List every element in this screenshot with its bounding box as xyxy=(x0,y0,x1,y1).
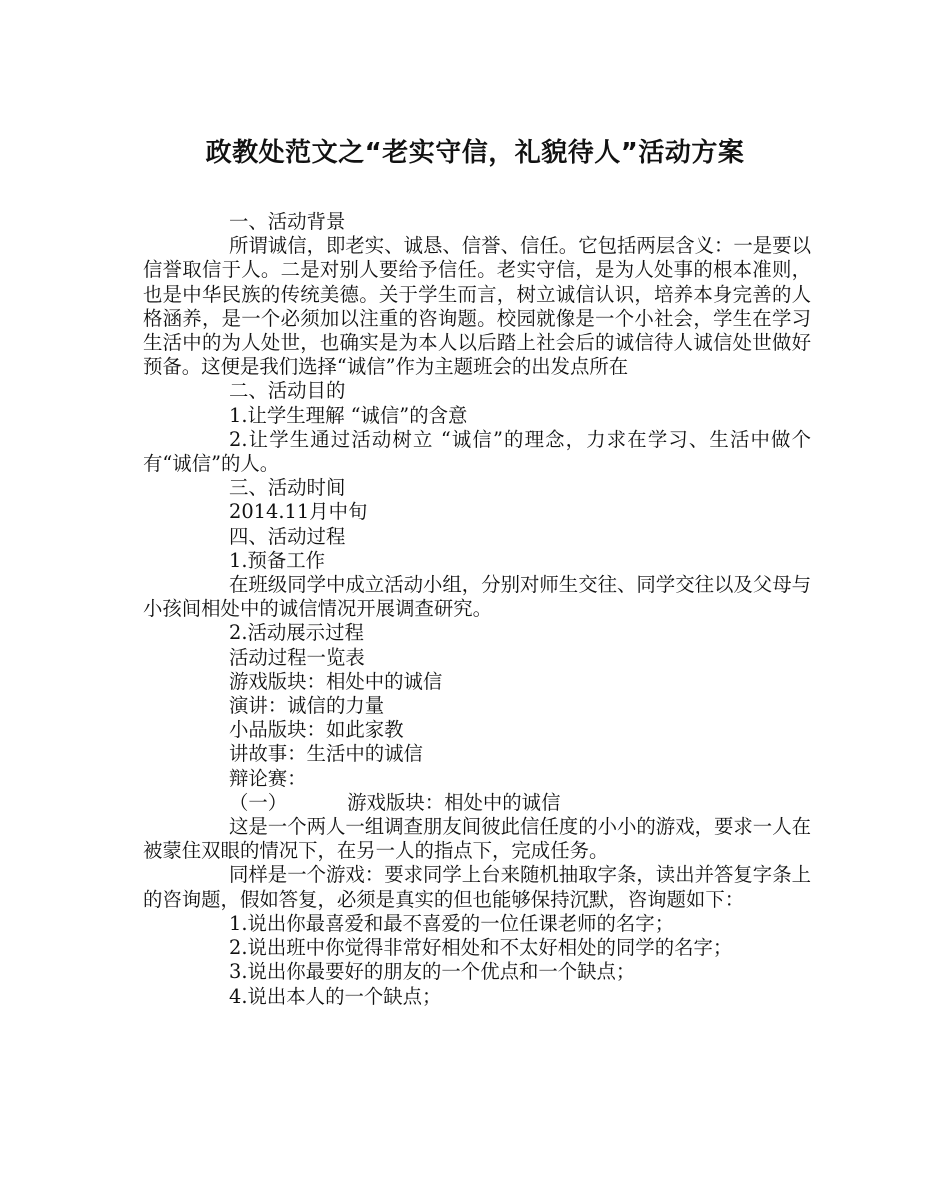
section-one-heading xyxy=(143,791,811,815)
question-item-2: 2.说出班中你觉得非常好相处和不太好相处的同学的名字； xyxy=(229,936,733,960)
document-title: 政教处范文之“老实守信，礼貌待人”活动方案 xyxy=(205,138,745,168)
document-body xyxy=(143,210,811,1009)
heading-purpose: 二、活动目的 xyxy=(229,379,346,403)
purpose-item-2: 2.让学生通过活动树立 “诚信”的理念，力求在学习、生活中做个有“诚信”的人。 xyxy=(143,427,811,476)
overview-item-story: 讲故事：生活中的诚信 xyxy=(229,742,423,766)
overview-item-speech: 演讲：诚信的力量 xyxy=(229,694,385,718)
overview-title: 活动过程一览表 xyxy=(229,645,365,669)
process-step-1: 1.预备工作 xyxy=(229,548,326,572)
section-one-text: 游戏版块：相处中的诚信 xyxy=(347,790,561,814)
question-item-1: 1.说出你最喜爱和最不喜爱的一位任课老师的名字； xyxy=(229,911,675,935)
heading-background: 一、活动背景 xyxy=(229,210,346,233)
purpose-item-1: 1.让学生理解 “诚信”的含意 xyxy=(229,403,468,427)
heading-process: 四、活动过程 xyxy=(229,524,346,548)
process-step-2: 2.活动展示过程 xyxy=(229,621,364,645)
paragraph-background: 所谓诚信，即老实、诚恳、信誉、信任。它包括两层含义：一是要以信誉取信于人。二是对别人要给予信任。老实守信，是为人处事的根本准则，也是中华民族的传统美德。关于学生而言，树立诚信认识，培养本身完善的人格涵养，是一个必须加以注重的咨询题。校园就像是一个小社会，学生在学习生活中的为人处世，也确实是为本人以后踏上社会后的诚信待人诚信处世做好预备。这便是我们选择“诚信”作为主题班会的出发点所在 xyxy=(143,234,811,379)
heading-time: 三、活动时间 xyxy=(229,476,346,500)
paragraph-game-desc: 这是一个两人一组调查朋友间彼此信任度的小小的游戏，要求一人在被蒙住双眼的情况下，在另一人的指点下，完成任务。 xyxy=(143,815,811,863)
question-item-4: 4.说出本人的一个缺点； xyxy=(229,984,442,1008)
overview-item-sketch: 小品版块：如此家教 xyxy=(229,718,404,742)
section-one-label: （一） xyxy=(229,790,288,814)
overview-item-game: 游戏版块：相处中的诚信 xyxy=(229,669,443,693)
question-item-3: 3.说出你最要好的朋友的一个优点和一个缺点； xyxy=(229,960,636,984)
activity-time: 2014.11月中旬 xyxy=(229,500,368,524)
overview-item-debate: 辩论赛： xyxy=(229,766,307,790)
paragraph-game-two: 同样是一个游戏：要求同学上台来随机抽取字条，读出并答复字条上的咨询题，假如答复，必须是真实的但也能够保持沉默，咨询题如下： xyxy=(143,863,811,911)
paragraph-preparation: 在班级同学中成立活动小组，分别对师生交往、同学交往以及父母与小孩间相处中的诚信情况开展调查研究。 xyxy=(143,573,811,621)
